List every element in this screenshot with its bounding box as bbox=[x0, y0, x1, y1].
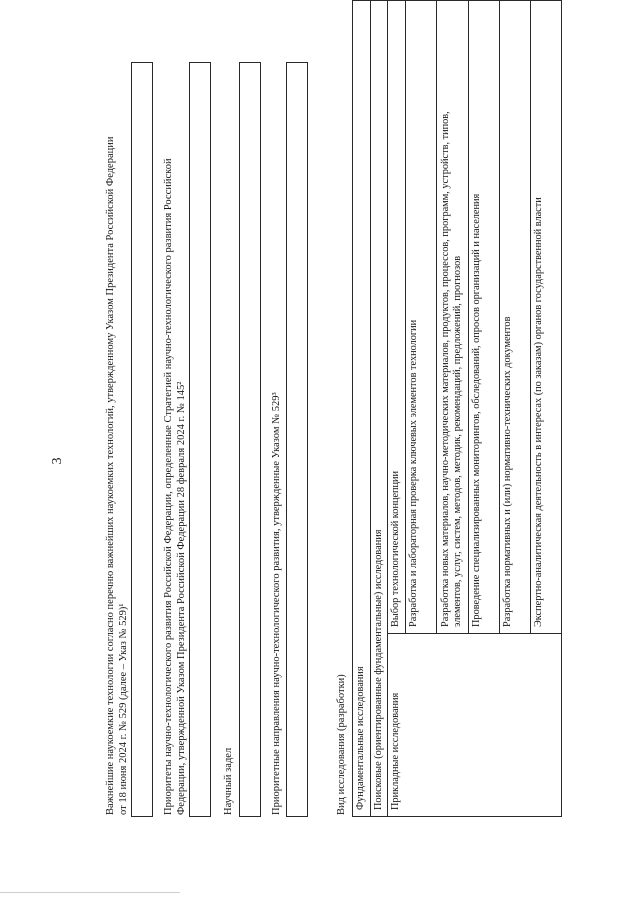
tech-label-2: от 18 июня 2024 г. № 529 (далее – Указ № 529)¹ bbox=[118, 603, 129, 815]
directions-label: Приоритетные направления научно-технологического развития, утвержденные Указом № 529³ bbox=[271, 392, 282, 815]
applied-cell[interactable]: Прикладные исследования bbox=[388, 634, 562, 817]
scan-artifact bbox=[0, 892, 180, 893]
table-row bbox=[353, 1, 371, 817]
applied-item-normative[interactable]: Разработка нормативных и (или) нормативно-технических документов bbox=[499, 1, 530, 634]
applied-item-development-line1: Разработка новых материалов, научно-методических материалов, продуктов, процессов, программ, устройств, типов, bbox=[439, 111, 451, 627]
directions-input-field[interactable] bbox=[286, 62, 308, 817]
fundamental-cell[interactable]: Фундаментальные исследования bbox=[353, 1, 371, 817]
groundwork-input-field[interactable] bbox=[239, 62, 261, 817]
groundwork-label: Научный задел bbox=[223, 747, 234, 815]
tech-label: Важнейшие наукоемкие технологии согласно перечню важнейших наукоемких технологий, утвержденному Указом Президента Российской Федерации bbox=[105, 136, 116, 815]
applied-item-lab-check[interactable]: Разработка и лабораторная проверка ключевых элементов технологии bbox=[405, 1, 436, 634]
research-type-table bbox=[352, 0, 562, 817]
applied-item-monitoring[interactable]: Проведение специализированных мониторингов, обследований, опросов организаций и населения bbox=[468, 1, 499, 634]
page-number: 3 bbox=[50, 457, 65, 465]
applied-item-development-line2: элементов, услуг, систем, методов, методик, рекомендаций, предложений, прогнозов bbox=[452, 255, 463, 627]
priorities-label: Приоритеты научно-технологического развития Российской Федерации, определенные Стратегией научно-технологического развития Российской bbox=[163, 158, 174, 815]
applied-item-concept[interactable]: Выбор технологической концепции bbox=[388, 1, 406, 634]
applied-item-development[interactable] bbox=[436, 1, 468, 634]
applied-item-expert[interactable]: Экспертно-аналитическая деятельность в интересах (по заказам) органов государственной власти bbox=[530, 1, 561, 634]
tech-input-field[interactable] bbox=[131, 62, 153, 817]
priorities-input-field[interactable] bbox=[189, 62, 211, 817]
table-row bbox=[388, 1, 406, 817]
research-type-label: Вид исследования (разработки) bbox=[336, 674, 347, 815]
exploratory-cell[interactable]: Поисковые (ориентированные фундаментальные) исследования bbox=[370, 1, 388, 817]
table-row bbox=[370, 1, 388, 817]
priorities-label-2: Федерации, утвержденной Указом Президента Российской Федерации 28 февраля 2024 г. № 145² bbox=[176, 381, 187, 815]
